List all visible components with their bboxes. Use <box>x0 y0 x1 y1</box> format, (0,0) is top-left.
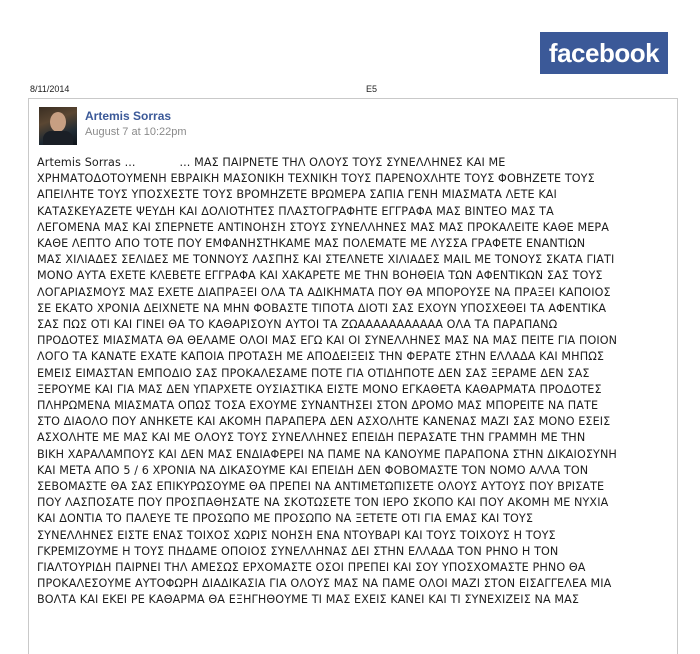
profile-photo-icon[interactable] <box>39 107 77 145</box>
page-id-label: E5 <box>366 84 378 94</box>
post-timestamp-link[interactable]: August 7 at 10:22pm <box>85 126 187 138</box>
print-date: 8/11/2014 <box>30 84 70 94</box>
avatar-face <box>50 112 66 132</box>
avatar-body <box>43 131 73 145</box>
post-card <box>28 98 678 654</box>
facebook-logo: facebook <box>540 32 668 74</box>
post-author-link[interactable]: Artemis Sorras <box>85 109 172 123</box>
post-body-text: Artemis Sorras ... ... ΜΑΣ ΠΑΙΡΝΕΤΕ ΤΗΛ ΟΛΟΥΣ ΤΟΥΣ ΣΥΝΕΛΛΗΝΕΣ ΚΑΙ ΜΕ ΧΡΗΜΑΤΟΔΟΤΟΥΜΕΝΗ ΕΒΡΑΙΚΗ ΜΑΣΟΝΙΚΗ ΤΕΧΝΙΚΗ ΤΟΥΣ ΠΑΡΕΝΟΧΛΗΤΕ ΤΟΥΣ ΦΟΒΗΖΕΤΕ ΤΟΥΣ ΑΠΕΙΛΗΤΕ ΤΟΥΣ ΥΠΟΣΧΕΣΤΕ ΤΟΥΣ ΒΡΟΜΗΖΕΤΕ ΒΡΩΜΕΡΑ ΣΑΠΙΑ ΓΕΝΗ ΜΙΑΣΜΑΤΑ ΛΕΤΕ ΚΑΙ ΚΑΤΑΣΚΕΥΑΖΕΤΕ ΨΕΥΔΗ ΚΑΙ ΔΟΛΙΟΤΗΤΕΣ ΠΛΑΣΤΟΓΡΑΦΗΤΕ ΕΓΓΡΑΦΑ ΜΑΣ ΒΙΝΤΕΟ ΜΑΣ ΤΑ ΛΕΓΟΜΕΝΑ ΜΑΣ ΚΑΙ ΣΠΕΡΝΕΤΕ ΑΝΤΙΝΟΗΣΗ ΣΤΟΥΣ ΣΥΝΕΛΛΗΝΕΣ ΜΑΣ ΜΑΣ ΠΡΟΚΑΛΕΙΤΕ ΚΑΘΕ ΜΕΡΑ ΚΑΘΕ ΛΕΠΤΟ ΑΠΟ ΤΟΤΕ ΠΟΥ ΕΜΦΑΝΗΣΤΗΚΑΜΕ ΜΑΣ ΠΟΛΕΜΑΤΕ ΜΕ ΛΥΣΣΑ ΓΡΑΦΕΤΕ ΕΝΑΝΤΙΩΝ ΜΑΣ ΧΙΛΙΑΔΕΣ ΣΕΛΙΔΕΣ ΜΕ ΤΟΝΝΟΥΣ ΛΑΣΠΗΣ ΚΑΙ ΣΤΕΛΝΕΤΕ ΧΙΛΙΑΔΕΣ MAIL ΜΕ ΤΟΝΟΥΣ ΣΚΑΤΑ ΓΙΑΤΙ ΜΟΝΟ ΑΥΤΑ ΕΧΕΤΕ ΚΛΕΒΕΤΕ ΕΓΓΡΑΦΑ ΚΑΙ ΧΑΚΑΡΕΤΕ ΜΕ ΤΗΝ ΒΟΗΘΕΙΑ ΤΩΝ ΑΦΕΝΤΙΚΩΝ ΣΑΣ ΤΟΥΣ ΛΟΓΑΡΙΑΣΜΟΥΣ ΜΑΣ ΕΧΕΤΕ ΔΙΑΠΡΑΞΕΙ ΟΛΑ ΤΑ ΑΔΙΚΗΜΑΤΑ ΠΟΥ ΘΑ ΜΠΟΡΟΥΣΕ ΝΑ ΠΡΑΞΕΙ ΚΑΠΟΙΟΣ ΣΕ ΕΚΑΤΟ ΧΡΟΝΙΑ ΔΕΙΧΝΕΤΕ ΝΑ ΜΗΝ ΦΟΒΑΣΤΕ ΤΙΠΟΤΑ ΔΙΟΤΙ ΣΑΣ ΕΧΟΥΝ ΥΠΟΣΧΕΘΕΙ ΤΑ ΑΦΕΝΤΙΚΑ ΣΑΣ ΠΩΣ ΟΤΙ ΚΑΙ ΓΙΝΕΙ ΘΑ ΤΟ ΚΑΘΑΡΙΣΟΥΝ ΑΥΤΟΙ ΤΑ ΖΩΑΑΑΑΑΑΑΑΑΑΑ ΟΛΑ ΤΑ ΠΑΡΑΠΑΝΩ ΠΡΟΔΟΤΕΣ ΜΙΑΣΜΑΤΑ ΘΑ ΘΕΛΑΜΕ ΟΛΟΙ ΜΑΣ ΕΓΩ ΚΑΙ ΟΙ ΣΥΝΕΛΛΗΝΕΣ ΜΑΣ ΝΑ ΜΑΣ ΠΕΙΤΕ ΓΙΑ ΠΟΙΟΝ ΛΟΓΟ ΤΑ ΚΑΝΑΤΕ ΕΧΑΤΕ ΚΑΠΟΙΑ ΠΡΟΤΑΣΗ ΜΕ ΑΠΟΔΕΙΞΕΙΣ ΤΗΝ ΦΕΡΑΤΕ ΣΤΗΝ ΕΛΛΑΔΑ ΚΑΙ ΜΗΠΩΣ ΕΜΕΙΣ ΕΙΜΑΣΤΑΝ ΕΜΠΟΔΙΟ ΣΑΣ ΠΡΟΚΑΛΕΣΑΜΕ ΠΟΤΕ ΓΙΑ ΟΤΙΔΗΠΟΤΕ ΔΕΝ ΣΑΣ ΞΕΡΑΜΕ ΔΕΝ ΣΑΣ ΞΕΡΟΥΜΕ ΚΑΙ ΓΙΑ ΜΑΣ ΔΕΝ ΥΠΑΡΧΕΤΕ ΟΥΣΙΑΣΤΙΚΑ ΕΙΣΤΕ ΜΟΝΟ ΕΓΚΑΘΕΤΑ ΚΑΘΑΡΜΑΤΑ ΠΡΟΔΟΤΕΣ ΠΛΗΡΩΜΕΝΑ ΜΙΑΣΜΑΤΑ ΟΠΩΣ ΤΟΣΑ ΕΧΟΥΜΕ ΣΥΝΑΝΤΗΣΕΙ ΣΤΟΝ ΔΡΟΜΟ ΜΑΣ ΜΠΟΡΕΙΤΕ ΝΑ ΠΑΤΕ ΣΤΟ ΔΙΑΟΛΟ ΠΟΥ ΑΝΗΚΕΤΕ ΚΑΙ ΑΚΟΜΗ ΠΑΡΑΠΕΡΑ ΔΕΝ ΑΣΧΟΛΗΤΕ ΚΑΝΕΝΑΣ ΜΑΖΙ ΣΑΣ ΜΟΝΟ ΕΣΕΙΣ ΑΣΧΟΛΗΤΕ ΜΕ ΜΑΣ ΚΑΙ ΜΕ ΟΛΟΥΣ ΤΟΥΣ ΣΥΝΕΛΛΗΝΕΣ ΕΠΕΙΔΗ ΠΕΡΑΣΑΤΕ ΤΗΝ ΓΡΑΜΜΗ ΜΕ ΤΗΝ ΒΙΚΗ ΧΑΡΑΛΑΜΠΟΥΣ ΚΑΙ ΔΕΝ ΜΑΣ ΕΝΔΙΑΦΕΡΕΙ ΝΑ ΠΑΜΕ ΝΑ ΚΑΝΟΥΜΕ ΠΑΡΑΠΟΝΑ ΣΤΗΝ ΔΙΚΑΙΟΣΥΝΗ ΚΑΙ ΜΕΤΑ ΑΠΟ 5 / 6 ΧΡΟΝΙΑ ΝΑ ΔΙΚΑΣΟΥΜΕ ΚΑΙ ΕΠΕΙΔΗ ΔΕΝ ΦΟΒΟΜΑΣΤΕ ΤΟΝ ΝΟΜΟ ΑΛΛΑ ΤΟΝ ΣΕΒΟΜΑΣΤΕ ΘΑ ΣΑΣ ΕΠΙΚΥΡΩΣΟΥΜΕ ΘΑ ΠΡΕΠΕΙ ΝΑ ΑΝΤΙΜΕΤΩΠΙΣΕΤΕ ΟΛΟΥΣ ΑΥΤΟΥΣ ΠΟΥ ΒΡΙΣΑΤΕ ΠΟΥ ΛΑΣΠΟΣΑΤΕ ΠΟΥ ΠΡΟΣΠΑΘΗΣΑΤΕ ΝΑ ΣΚΟΤΩΣΕΤΕ ΤΟΝ ΙΕΡΟ ΣΚΟΠΟ ΚΑΙ ΠΟΥ ΑΚΟΜΗ ΜΕ ΝΥΧΙΑ ΚΑΙ ΔΟΝΤΙΑ ΤΟ ΠΑΛΕΥΕ ΤΕ ΠΡΟΣΩΠΟ ΜΕ ΠΡΟΣΩΠΟ ΝΑ ΞΕΤΕΤΕ ΟΤΙ ΓΙΑ ΕΜΑΣ ΚΑΙ ΤΟΥΣ ΣΥΝΕΛΛΗΝΕΣ ΕΙΣΤΕ ΕΝΑΣ ΤΟΙΧΟΣ ΧΩΡΙΣ ΝΟΗΣΗ ΕΝΑ ΝΤΟΥΒΑΡΙ ΚΑΙ ΤΟΥΣ ΤΟΙΧΟΥΣ Η ΤΟΥΣ ΓΚΡΕΜΙΖΟΥΜΕ Η ΤΟΥΣ ΠΗΔΑΜΕ ΟΠΟΙΟΣ ΣΥΝΕΛΛΗΝΑΣ ΔΕΙ ΣΤΗΝ ΕΛΛΑΔΑ ΤΟΝ ΡΗΝΟ Η ΤΟΝ ΓΙΑΛΤΟΥΡΙΔΗ ΠΑΙΡΝΕΙ ΤΗΛ ΑΜΕΣΩΣ ΕΡΧΟΜΑΣΤΕ ΟΣΟΙ ΠΡΕΠΕΙ ΚΑΙ ΣΟΥ ΥΠΟΣΧΟΜΑΣΤΕ ΡΗΝΟ ΘΑ ΠΡΟΚΑΛΕΣΟΥΜΕ ΑΥΤΟΦΩΡΗ ΔΙΑΔΙΚΑΣΙΑ ΓΙΑ ΟΛΟΥΣ ΜΑΣ ΝΑ ΠΑΜΕ ΟΛΟΙ ΜΑΖΙ ΣΤΟΝ ΕΙΣΑΓΓΕΛΕΑ ΜΙΑ ΒΟΛΤΑ ΚΑΙ ΕΚΕΙ ΡΕ ΚΑΘΑΡΜΑ ΘΑ ΕΞΗΓΗΘΟΥΜΕ ΤΙ ΜΑΣ ΕΧΕΙΣ ΚΑΝΕΙ ΚΑΙ ΤΙ ΣΥΝΕΧΙΖΕΙΣ ΝΑ ΜΑΣ <box>37 156 618 607</box>
